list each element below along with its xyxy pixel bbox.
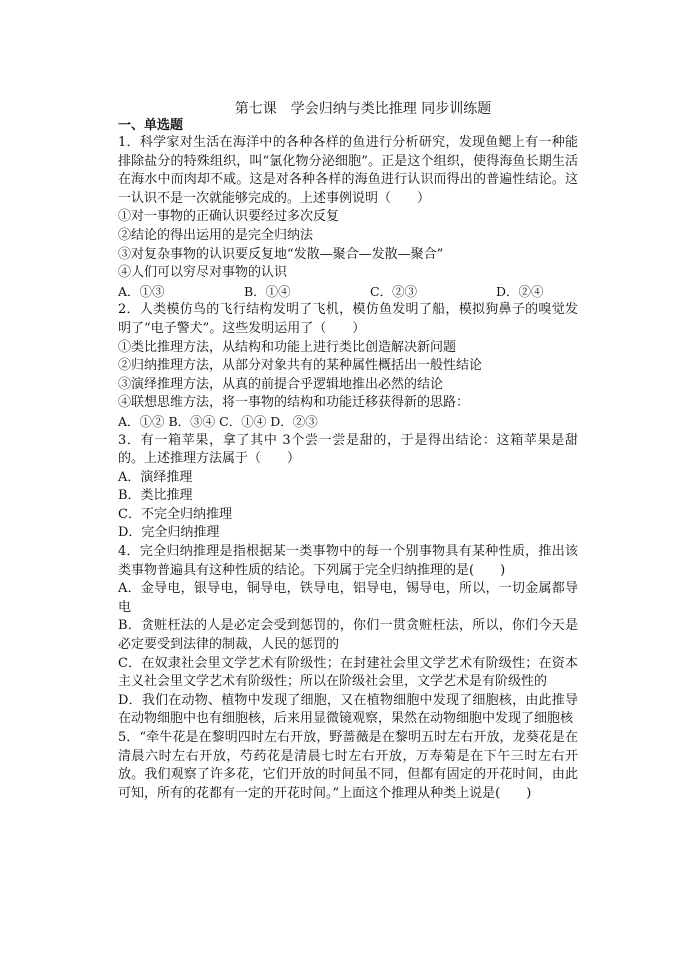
question-1-options	[118, 283, 578, 302]
question-1-item: ④人们可以穷尽对事物的认识	[118, 265, 288, 281]
question-2-options: A．①② B．③④ C．①④ D．②③	[118, 413, 318, 429]
option-d: D．完全归纳推理	[118, 525, 220, 541]
question-5	[118, 729, 578, 803]
option-b: B．①④	[244, 283, 291, 299]
question-1-item: ③对复杂事物的认识要反复地“发散—聚合—发散—聚合”	[118, 246, 444, 262]
question-3-stem: 3．有一箱苹果，拿了其中 3个尝一尝是甜的，于是得出结论：这箱苹果是甜的。上述推理方法属于（ ）	[118, 432, 578, 467]
option-b: B．类比推理	[118, 488, 193, 504]
question-1	[118, 134, 578, 301]
question-2	[118, 301, 578, 431]
option-d: D．②④	[496, 283, 544, 299]
question-5-stem: 5．“牵牛花是在黎明四时左右开放，野蔷薇是在黎明五时左右开放，龙葵花是在清晨六时左右开放，芍药花是清晨七时左右开放，万寿菊是在下午三时左右开放。我们观察了许多花，它们开放的时间虽不同，但都有固定的开花时间，由此可知，所有的花都有一定的开花时间。”上面这个推理从种类上说是( )	[118, 730, 578, 801]
question-3	[118, 432, 578, 544]
question-2-item: ③演绎推理方法，从真的前提合乎逻辑地推出必然的结论	[118, 376, 444, 392]
document-title: 第七课 学会归纳与类比推理 同步训练题	[234, 101, 492, 117]
question-2-item: ①类比推理方法，从结构和功能上进行类比创造解决新问题	[118, 339, 457, 355]
question-1-stem: 1．科学家对生活在海洋中的各种各样的鱼进行分析研究，发现鱼鳃上有一种能排除盐分的特殊组织，叫“氯化物分泌细胞”。正是这个组织，使得海鱼长期生活在海水中而肉却不咸。这是对各种各样的海鱼进行认识而得出的普遍性结论。这一认识不是一次就能够完成的。上述事例说明（ ）	[118, 135, 578, 206]
question-1-item: ②结论的得出运用的是完全归纳法	[118, 227, 314, 243]
question-2-item: ④联想思维方法，将一事物的结构和功能迁移获得新的思路：	[118, 395, 470, 411]
document-page	[118, 100, 578, 803]
option-a: A．金导电，银导电，铜导电，铁导电，铝导电，锡导电，所以，一切金属都导电	[118, 581, 578, 615]
question-2-stem: 2．人类模仿鸟的飞行结构发明了飞机，模仿鱼发明了船，模拟狗鼻子的嗅觉发明了“电子警犬”。这些发明运用了（ ）	[118, 302, 578, 336]
question-1-item: ①对一事物的正确认识要经过多次反复	[118, 209, 340, 225]
option-c: C．不完全归纳推理	[118, 506, 232, 522]
option-d: D．我们在动物、植物中发现了细胞，又在植物细胞中发现了细胞核，由此推导在动物细胞中也有细胞核，后来用显微镜观察，果然在动物细胞中发现了细胞核	[118, 692, 578, 727]
option-a: A．①③	[118, 283, 165, 299]
option-c: C．在奴隶社会里文学艺术有阶级性；在封建社会里文学艺术有阶级性；在资本主义社会里文学艺术有阶级性；所以在阶级社会里，文学艺术是有阶级性的	[118, 655, 578, 690]
option-b: B．贪赃枉法的人是必定会受到惩罚的，你们一贯贪赃枉法，所以，你们今天是必定要受到法律的制裁，人民的惩罚的	[118, 618, 578, 653]
option-a: A．演绎推理	[118, 469, 193, 485]
question-2-item: ②归纳推理方法，从部分对象共有的某种属性概括出一般性结论	[118, 358, 483, 374]
section-heading: 一、单选题	[118, 118, 184, 133]
question-4	[118, 543, 578, 729]
question-4-stem: 4．完全归纳推理是指根据某一类事物中的每一个别事物具有某种性质，推出该类事物普遍具有这种性质的结论。下列属于完全归纳推理的是( )	[118, 544, 578, 578]
option-c: C．②③	[370, 283, 418, 299]
